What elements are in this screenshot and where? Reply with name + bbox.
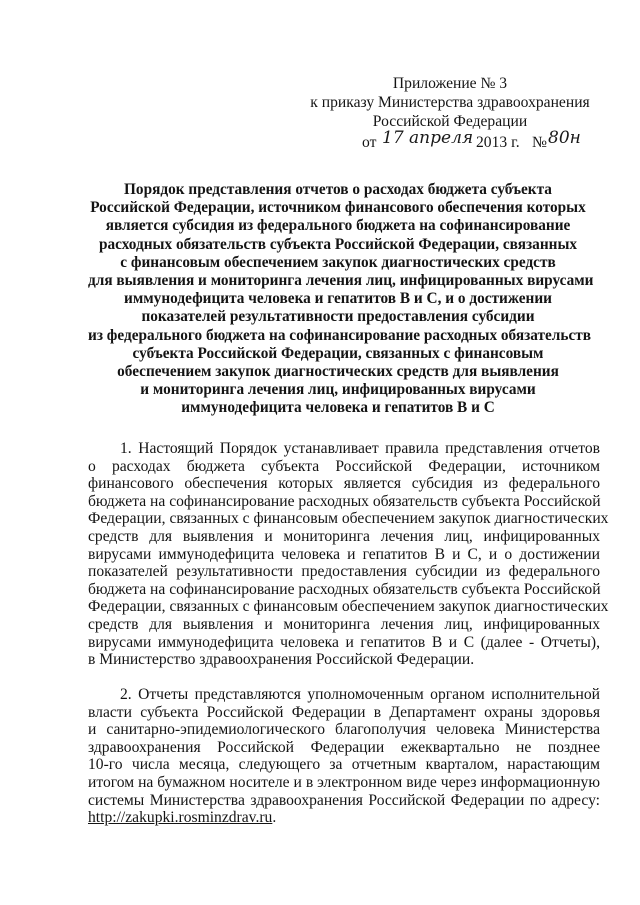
- title-line: и мониторинга лечения лиц, инфицированных вирусами: [140, 381, 536, 399]
- text-line: в Министерство здравоохранения Российской Федерации.: [88, 651, 475, 669]
- text-line: [88, 809, 600, 827]
- title-line: Российской Федерации, источником финансового обеспечения которых: [90, 199, 586, 217]
- document-title: [88, 181, 594, 418]
- handwritten-date: 17 апреля: [382, 128, 474, 148]
- text-line: 2. Отчеты представляются уполномоченным органом исполнительной: [120, 686, 600, 703]
- ministry-url-link[interactable]: http://zakupki.rosminzdrav.ru: [88, 809, 273, 827]
- text-line: бюджета на софинансирование расходных обязательств субъекта Российской: [88, 580, 601, 598]
- title-line: для выявления и мониторинга лечения лиц, инфицированных вирусами: [88, 272, 594, 290]
- appendix-order-ref: к приказу Министерства здравоохранения: [310, 94, 590, 111]
- text-line: вирусами иммунодефицита человека и гепатитов B и C, и о достижении: [88, 545, 600, 563]
- text-line: бюджета на софинансирование расходных обязательств субъекта Российской: [88, 492, 601, 510]
- order-date-line: [300, 128, 600, 153]
- text-line: здравоохранения Российской Федерации ежеквартально не позднее: [88, 738, 600, 756]
- handwritten-number: 80н: [548, 128, 581, 148]
- text-line: вирусами иммунодефицита человека и гепатитов B и C (далее - Отчеты),: [88, 633, 600, 651]
- appendix-ministry: Российской Федерации: [372, 113, 528, 130]
- title-line: иммунодефицита человека и гепатитов B и C: [181, 399, 495, 417]
- title-line: является субсидия из федерального бюджета на софинансирование: [105, 217, 571, 235]
- paragraph-2: [88, 686, 600, 827]
- text-line: итогом на бумажном носителе и в электронном виде через информационную: [88, 773, 600, 791]
- text-line: и санитарно-эпидемиологического благополучия человека Министерства: [88, 721, 600, 739]
- title-line: Порядок представления отчетов о расходах бюджета субъекта: [124, 181, 552, 198]
- appendix-number: Приложение № 3: [392, 75, 508, 92]
- title-line: показателей результативности предоставления субсидии: [141, 308, 535, 326]
- text-line: средств для выявления и мониторинга лечения лиц, инфицированных: [88, 527, 600, 545]
- text-line: финансового обеспечения которых является субсидия из федерального: [88, 475, 600, 493]
- title-line: с финансовым обеспечением закупок диагностических средств: [120, 253, 556, 271]
- date-prefix: от: [362, 134, 377, 151]
- paragraph-1: [88, 440, 609, 669]
- title-line: обеспечением закупок диагностических средств для выявления: [117, 363, 559, 381]
- text-line: 1. Настоящий Порядок устанавливает правила представления отчетов: [120, 440, 600, 457]
- text-line: Федерации, связанных с финансовым обеспечением закупок диагностических: [88, 510, 609, 528]
- title-line: расходных обязательств субъекта Российской Федерации, связанных: [98, 235, 578, 253]
- title-line: иммунодефицита человека и гепатитов B и C, и о достижении: [124, 290, 552, 308]
- text-line: Федерации, связанных с финансовым обеспечением закупок диагностических: [88, 598, 609, 616]
- order-year: 2013 г.: [476, 134, 520, 151]
- title-line: субъекта Российской Федерации, связанных с финансовым: [132, 344, 544, 362]
- text-line: системы Министерства здравоохранения Российской Федерации по адресу:: [88, 791, 600, 809]
- text-line: о расходах бюджета субъекта Российской Федерации, источником: [88, 457, 600, 475]
- text-line: 10-го числа месяца, следующего за отчетным кварталом, нарастающим: [88, 756, 600, 774]
- text-line: показателей результативности предоставления субсидии из федерального: [88, 563, 600, 581]
- text-line: средств для выявления и мониторинга лечения лиц, инфицированных: [88, 615, 600, 633]
- appendix-header: [300, 74, 600, 153]
- number-prefix: №: [532, 134, 547, 151]
- title-line: из федерального бюджета на софинансирование расходных обязательств: [88, 326, 592, 344]
- text-line: власти субъекта Российской Федерации в Департамент охраны здоровья: [88, 703, 600, 721]
- sentence-end: .: [272, 809, 277, 827]
